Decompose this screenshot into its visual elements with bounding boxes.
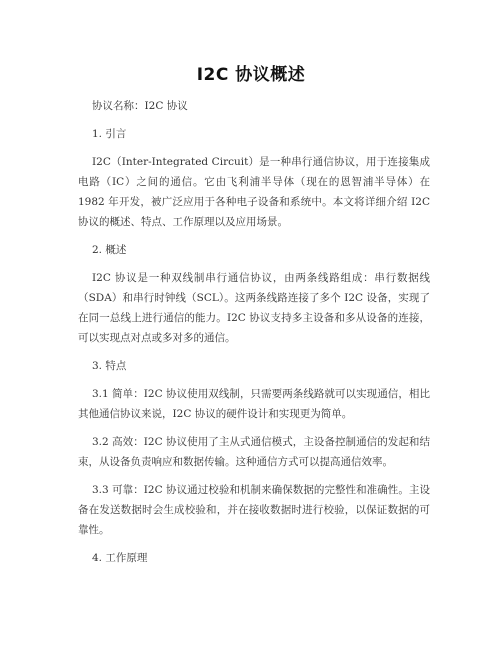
section-body-overview: I2C 协议是一种双线制串行通信协议，由两条线路组成：串行数据线（SDA）和串行时钟线（SCL）。这两条线路连接了多个 I2C 设备，实现了在同一总线上进行通信的能力。I2C 协议支持多主设备和多从设备的连接，可以实现点对点或多对多的通信。 bbox=[78, 272, 430, 344]
section-heading-principle: 4. 工作原理 bbox=[92, 552, 148, 564]
feature-simple: 3.1 简单：I2C 协议使用双线制，只需要两条线路就可以实现通信，相比其他通信协议来说，I2C 协议的硬件设计和实现更为简单。 bbox=[78, 388, 430, 420]
document-title: I2C 协议概述 bbox=[196, 65, 306, 85]
section-heading-intro: 1. 引言 bbox=[92, 128, 127, 140]
protocol-name: 协议名称：I2C 协议 bbox=[92, 100, 188, 112]
section-heading-overview: 2. 概述 bbox=[92, 244, 127, 256]
feature-efficient: 3.2 高效：I2C 协议使用了主从式通信模式，主设备控制通信的发起和结束，从设备负责响应和数据传输。这种通信方式可以提高通信效率。 bbox=[78, 436, 430, 468]
section-heading-features: 3. 特点 bbox=[92, 360, 127, 372]
document-body bbox=[78, 96, 430, 576]
section-body-intro: I2C（Inter-Integrated Circuit）是一种串行通信协议，用于连接集成电路（IC）之间的通信。它由飞利浦半导体（现在的恩智浦半导体）在 1982 年开发，被广泛应用于各种电子设备和系统中。本文将详细介绍 I2C 协议的概述、特点、工作原理以及应用场景。 bbox=[78, 156, 430, 228]
feature-reliable: 3.3 可靠：I2C 协议通过校验和机制来确保数据的完整性和准确性。主设备在发送数据时会生成校验和，并在接收数据时进行校验，以保证数据的可靠性。 bbox=[78, 484, 430, 536]
